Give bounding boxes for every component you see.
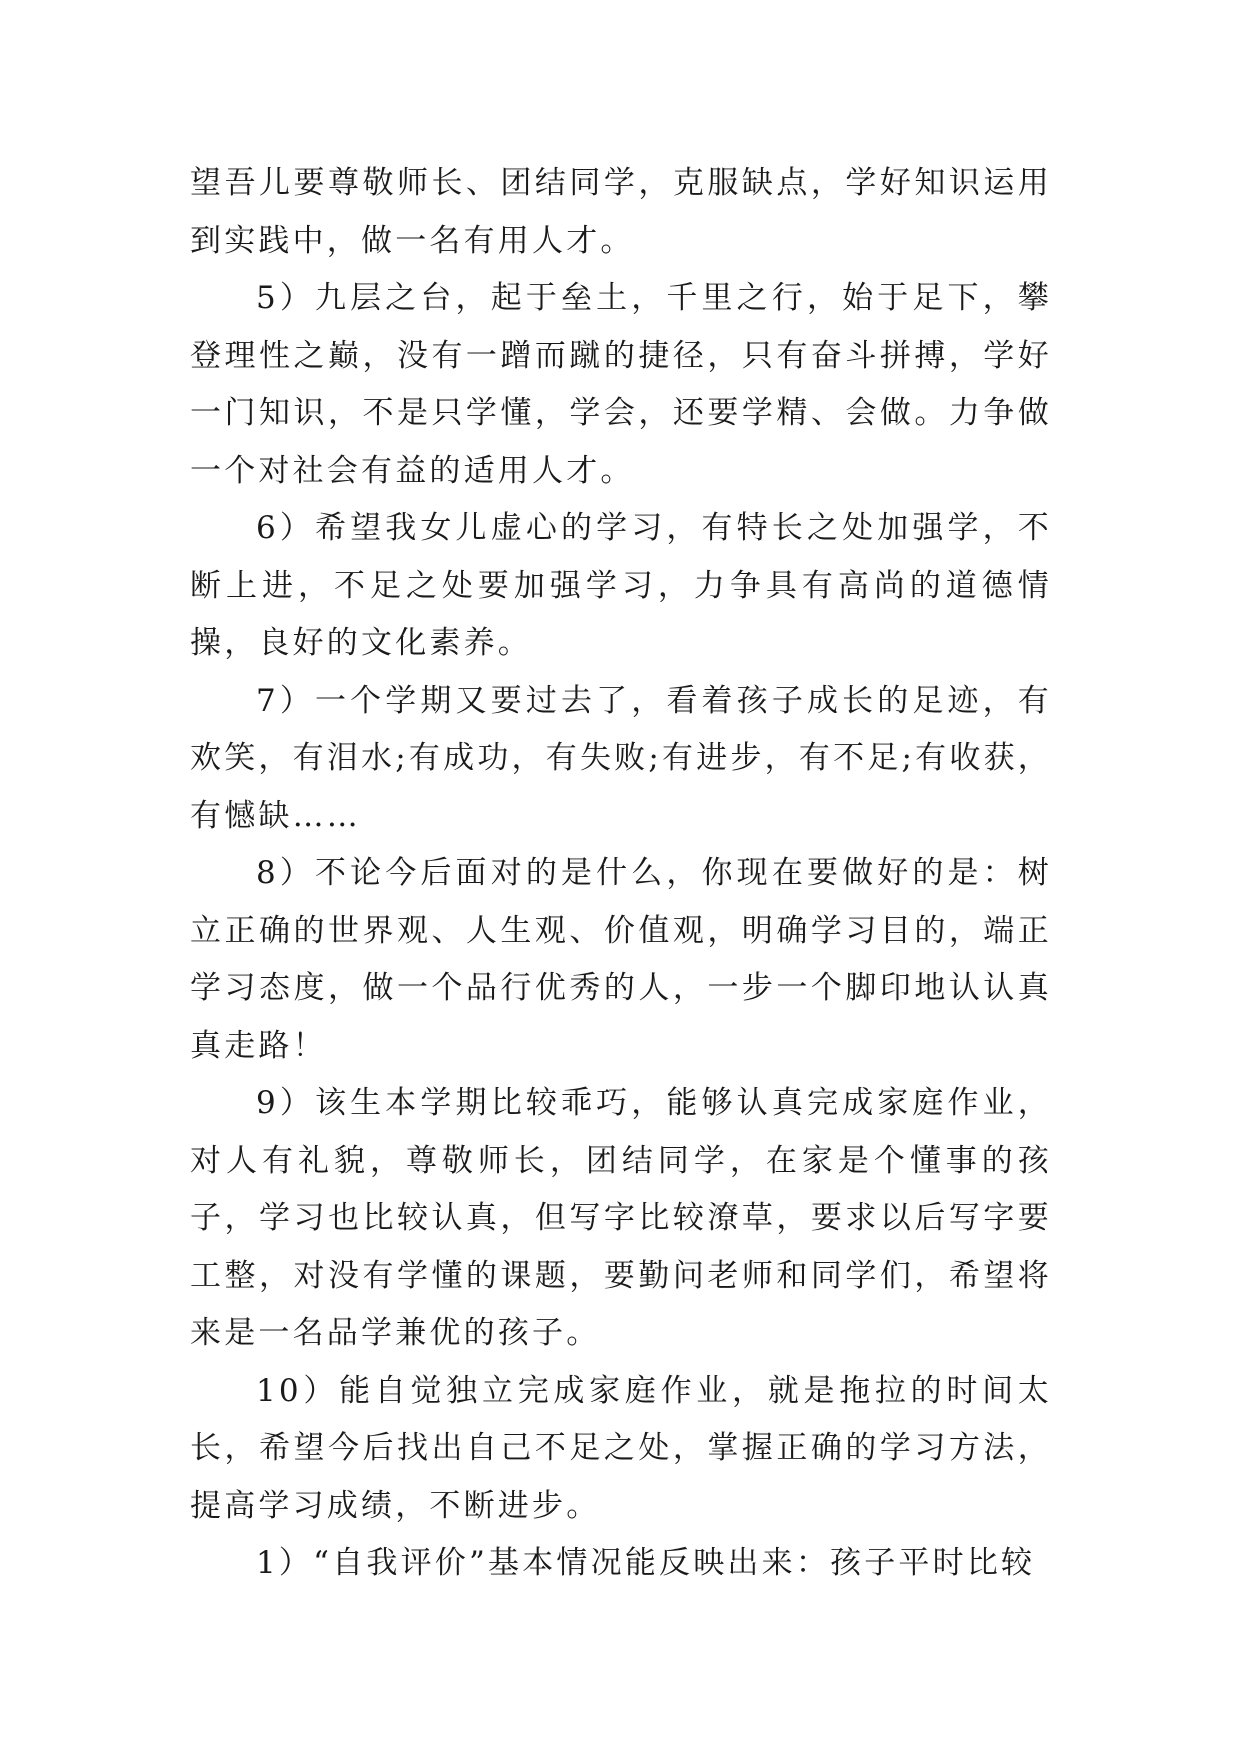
paragraph-item-5: 5）九层之台，起于垒土，千里之行，始于足下，攀登理性之巅，没有一蹭而蹴的捷径，只有奋斗拼搏，学好一门知识，不是只学懂，学会，还要学精、会做。力争做一个对社会有益的适用人才。 (190, 280, 1052, 489)
paragraph-item-1: 1）“自我评价”基本情况能反映出来：孩子平时比较 (256, 1545, 1036, 1581)
paragraph-continuation: 望吾儿要尊敬师长、团结同学，克服缺点，学好知识运用到实践中，做一名有用人才。 (190, 165, 1052, 259)
document-body (190, 155, 1052, 1593)
paragraph-item-6: 6）希望我女儿虚心的学习，有特长之处加强学，不断上进，不足之处要加强学习，力争具有高尚的道德情操，良好的文化素养。 (190, 510, 1052, 661)
paragraph-item-7: 7）一个学期又要过去了，看着孩子成长的足迹，有欢笑，有泪水;有成功，有失败;有进步，有不足;有收获，有憾缺…… (190, 682, 1052, 834)
paragraph-item-10: 10）能自觉独立完成家庭作业，就是拖拉的时间太长，希望今后找出自己不足之处，掌握正确的学习方法，提高学习成绩，不断进步。 (190, 1372, 1052, 1524)
paragraph-item-8: 8）不论今后面对的是什么，你现在要做好的是：树立正确的世界观、人生观、价值观，明确学习目的，端正学习态度，做一个品行优秀的人，一步一个脚印地认认真真走路！ (190, 855, 1052, 1064)
paragraph-item-9: 9）该生本学期比较乖巧，能够认真完成家庭作业，对人有礼貌，尊敬师长，团结同学，在家是个懂事的孩子，学习也比较认真，但写字比较潦草，要求以后写字要工整，对没有学懂的课题，要勤问老师和同学们，希望将来是一名品学兼优的孩子。 (190, 1085, 1052, 1351)
